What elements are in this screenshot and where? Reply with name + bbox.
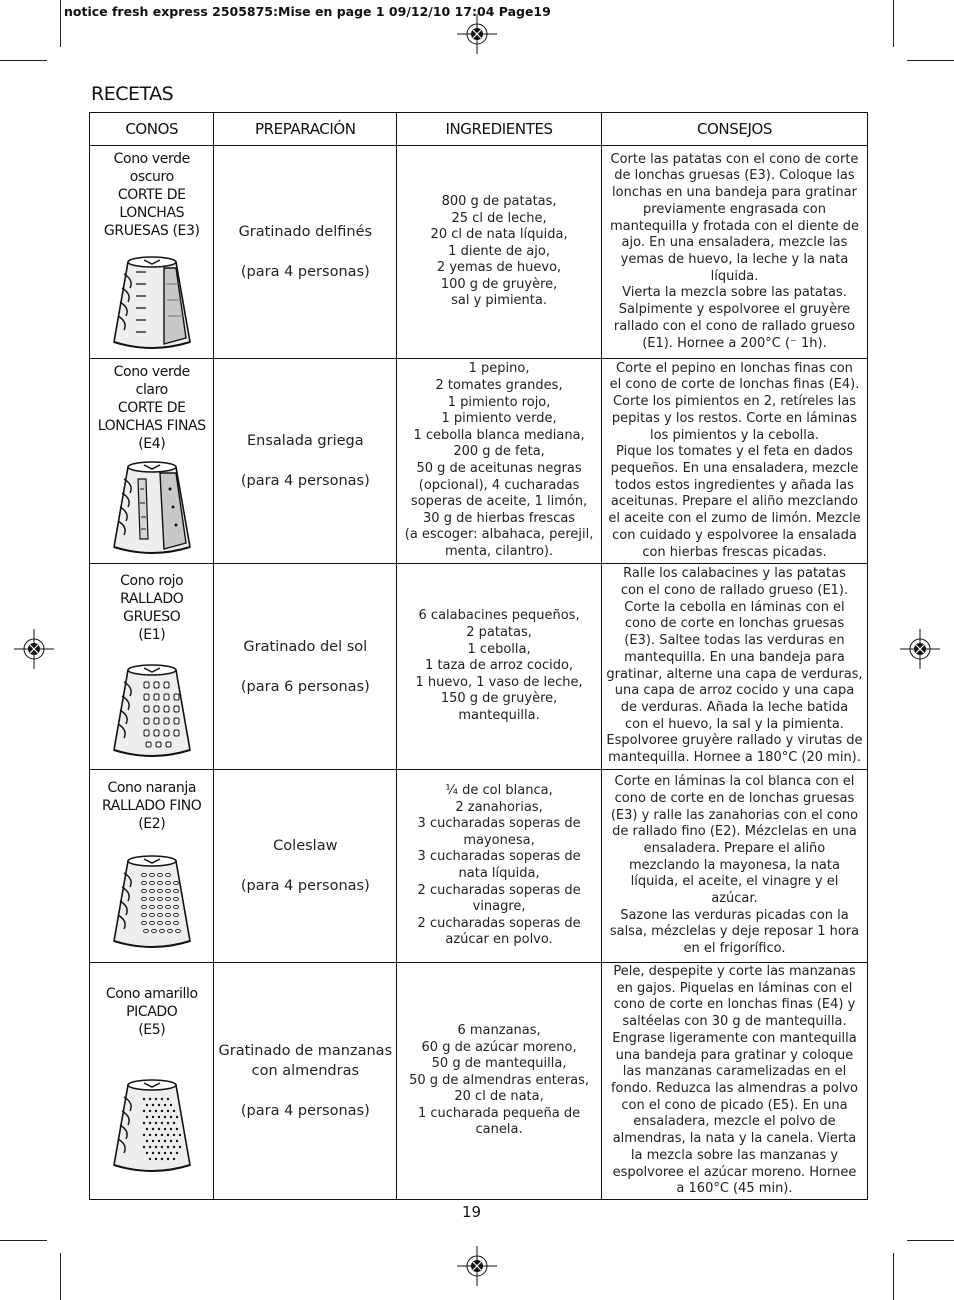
table-row <box>90 770 868 963</box>
crop-mark <box>60 1253 61 1300</box>
cone-cell <box>90 770 214 963</box>
registration-mark-icon <box>14 629 54 669</box>
crop-mark <box>907 60 954 61</box>
cone-label: Cono verde claro CORTE DE LONCHAS FINAS (E4) <box>97 364 206 452</box>
table-row <box>90 146 868 359</box>
prep-people: (para 4 personas) <box>240 264 370 280</box>
tips-cell: Ralle los calabacines y las patatas con el cono de rallado grueso (E1). Corte la cebolla en láminas con el cono de corte en lonchas gruesas (E3). Saltee todas las verduras en mantequilla. En una bandeja para gratinar, alterne una capa de verduras, una capa de arroz cocido y una capa de verduras. Añada la leche batida con el huevo, la sal y la pimienta. Espolvoree gruyère rallado y virutas de mantequilla. Hornee a 180°C (20 min). <box>601 564 867 770</box>
prep-dish-line2: con almendras <box>251 1063 360 1079</box>
registration-mark-icon <box>457 14 497 54</box>
prep-people: (para 4 personas) <box>240 878 370 894</box>
cone-label: Cono verde oscuro CORTE DE LONCHAS GRUESAS (E3) <box>103 151 200 239</box>
prep-dish: Coleslaw <box>273 838 338 854</box>
header-consejos: CONSEJOS <box>601 113 867 146</box>
prep-cell <box>214 963 397 1200</box>
cone-cell <box>90 359 214 564</box>
tips-cell: Corte en láminas la col blanca con el cono de corte en de lonchas gruesas (E3) y ralle las zanahorias con el cono de rallado fino (E2). Mézclelas en una ensaladera. Prepare el aliño mezclando la mayonesa, la nata líquida, el aceite, el vinagre y el azúcar. Sazone las verduras picadas con la salsa, mézclelas y deje reposar 1 hora en el frigorífico. <box>601 770 867 963</box>
ingredients-cell: 1 pepino, 2 tomates grandes, 1 pimiento rojo, 1 pimiento verde, 1 cebolla blanca mediana, 200 g de feta, 50 g de aceitunas negras (opcional), 4 cucharadas soperas de aceite, 1 limón, 30 g de hierbas frescas (a escoger: albahaca, perejil, menta, cilantro). <box>397 359 602 564</box>
cone-e3-thick-slicer-icon <box>106 254 198 354</box>
prep-cell <box>214 146 397 359</box>
cone-cell <box>90 963 214 1200</box>
prep-people: (para 6 personas) <box>240 678 370 695</box>
cone-label: Cono amarillo PICADO (E5) <box>105 986 198 1038</box>
tips-cell: Pele, despepite y corte las manzanas en gajos. Piquelas en láminas con el cono de corte en lonchas finas (E4) y saltéelas con 30 g de mantequilla. Engrase ligeramente con mantequilla una bandeja para gratinar y coloque las manzanas caramelizadas en el fondo. Reduzca las almendras a polvo con el cono de picado (E5). En una ensaladera, mezcle el polvo de almendras, la nata y la canela. Vierta la mezcla sobre las manzanas y espolvoree el azúcar moreno. Hornee a 160°C (45 min). <box>601 963 867 1200</box>
crop-mark <box>60 0 61 47</box>
tips-cell: Corte el pepino en lonchas finas con el cono de corte de lonchas finas (E4). Corte los pimientos en 2, retíreles las pepitas y los restos. Corte en láminas los pimientos y la cebolla. Pique los tomates y el feta en dados pequeños. En una ensaladera, mezcle todos estos ingredientes y añada las aceitunas. Prepare el aliño mezclando el aceite con el zumo de limón. Mezcle con cuidado y espolvoree la ensalada con hierbas frescas picadas. <box>601 359 867 564</box>
recipes-table <box>89 112 868 1200</box>
cone-label: Cono naranja RALLADO FINO (E2) <box>102 780 202 832</box>
table-row <box>90 963 868 1200</box>
table-header-row <box>90 113 868 146</box>
crop-mark <box>893 0 894 47</box>
crop-mark <box>893 1253 894 1300</box>
cone-e2-fine-grater-icon <box>106 853 198 953</box>
registration-mark-icon <box>457 1246 497 1286</box>
table-row <box>90 564 868 770</box>
prep-people: (para 4 personas) <box>240 1103 370 1119</box>
prep-dish: Gratinado del sol <box>243 638 368 655</box>
tips-cell: Corte las patatas con el cono de corte de lonchas gruesas (E3). Coloque las lonchas en una bandeja para gratinar previamente engrasada con mantequilla y frotada con el diente de ajo. En una ensaladera, mezcle las yemas de huevo, la leche y la nata líquida. Vierta la mezcla sobre las patatas. Salpimente y espolvoree el gruyère rallado con el cono de rallado grueso (E1). Hornee a 200°C (⁻ 1h). <box>601 146 867 359</box>
table-row <box>90 359 868 564</box>
cone-label: Cono rojo RALLADO GRUESO (E1) <box>120 572 184 643</box>
prep-people: (para 4 personas) <box>240 473 370 489</box>
prep-dish: Gratinado delfinés <box>238 224 373 240</box>
ingredients-cell: ¼ de col blanca, 2 zanahorias, 3 cucharadas soperas de mayonesa, 3 cucharadas soperas de nata líquida, 2 cucharadas soperas de vinagre, 2 cucharadas soperas de azúcar en polvo. <box>397 770 602 963</box>
crop-mark <box>0 60 47 61</box>
prep-cell <box>214 359 397 564</box>
prep-dish: Ensalada griega <box>247 433 364 449</box>
header-preparacion: PREPARACIÓN <box>214 113 397 146</box>
page-title: RECETAS <box>91 83 174 105</box>
header-conos: CONOS <box>90 113 214 146</box>
registration-mark-icon <box>900 629 940 669</box>
crop-mark <box>907 1240 954 1241</box>
cone-e4-thin-slicer-icon <box>106 459 198 559</box>
print-slug: notice fresh express 2505875:Mise en page 1 09/12/10 17:04 Page19 <box>64 4 551 19</box>
prep-cell <box>214 770 397 963</box>
cone-e1-coarse-grater-icon <box>106 662 198 762</box>
cone-cell <box>90 564 214 770</box>
ingredients-cell: 800 g de patatas, 25 cl de leche, 20 cl de nata líquida, 1 diente de ajo, 2 yemas de huevo, 100 g de gruyère, sal y pimienta. <box>397 146 602 359</box>
ingredients-cell: 6 manzanas, 60 g de azúcar moreno, 50 g de mantequilla, 50 g de almendras enteras, 20 cl de nata, 1 cucharada pequeña de canela. <box>397 963 602 1200</box>
header-ingredientes: INGREDIENTES <box>397 113 602 146</box>
prep-cell <box>214 564 397 770</box>
prep-dish: Gratinado de manzanas <box>218 1043 393 1059</box>
crop-mark <box>0 1240 47 1241</box>
cone-e5-chopper-icon <box>106 1077 198 1177</box>
cone-cell <box>90 146 214 359</box>
ingredients-cell: 6 calabacines pequeños, 2 patatas, 1 cebolla, 1 taza de arroz cocido, 1 huevo, 1 vaso de leche, 150 g de gruyère, mantequilla. <box>397 564 602 770</box>
page-number: 19 <box>462 1203 482 1221</box>
